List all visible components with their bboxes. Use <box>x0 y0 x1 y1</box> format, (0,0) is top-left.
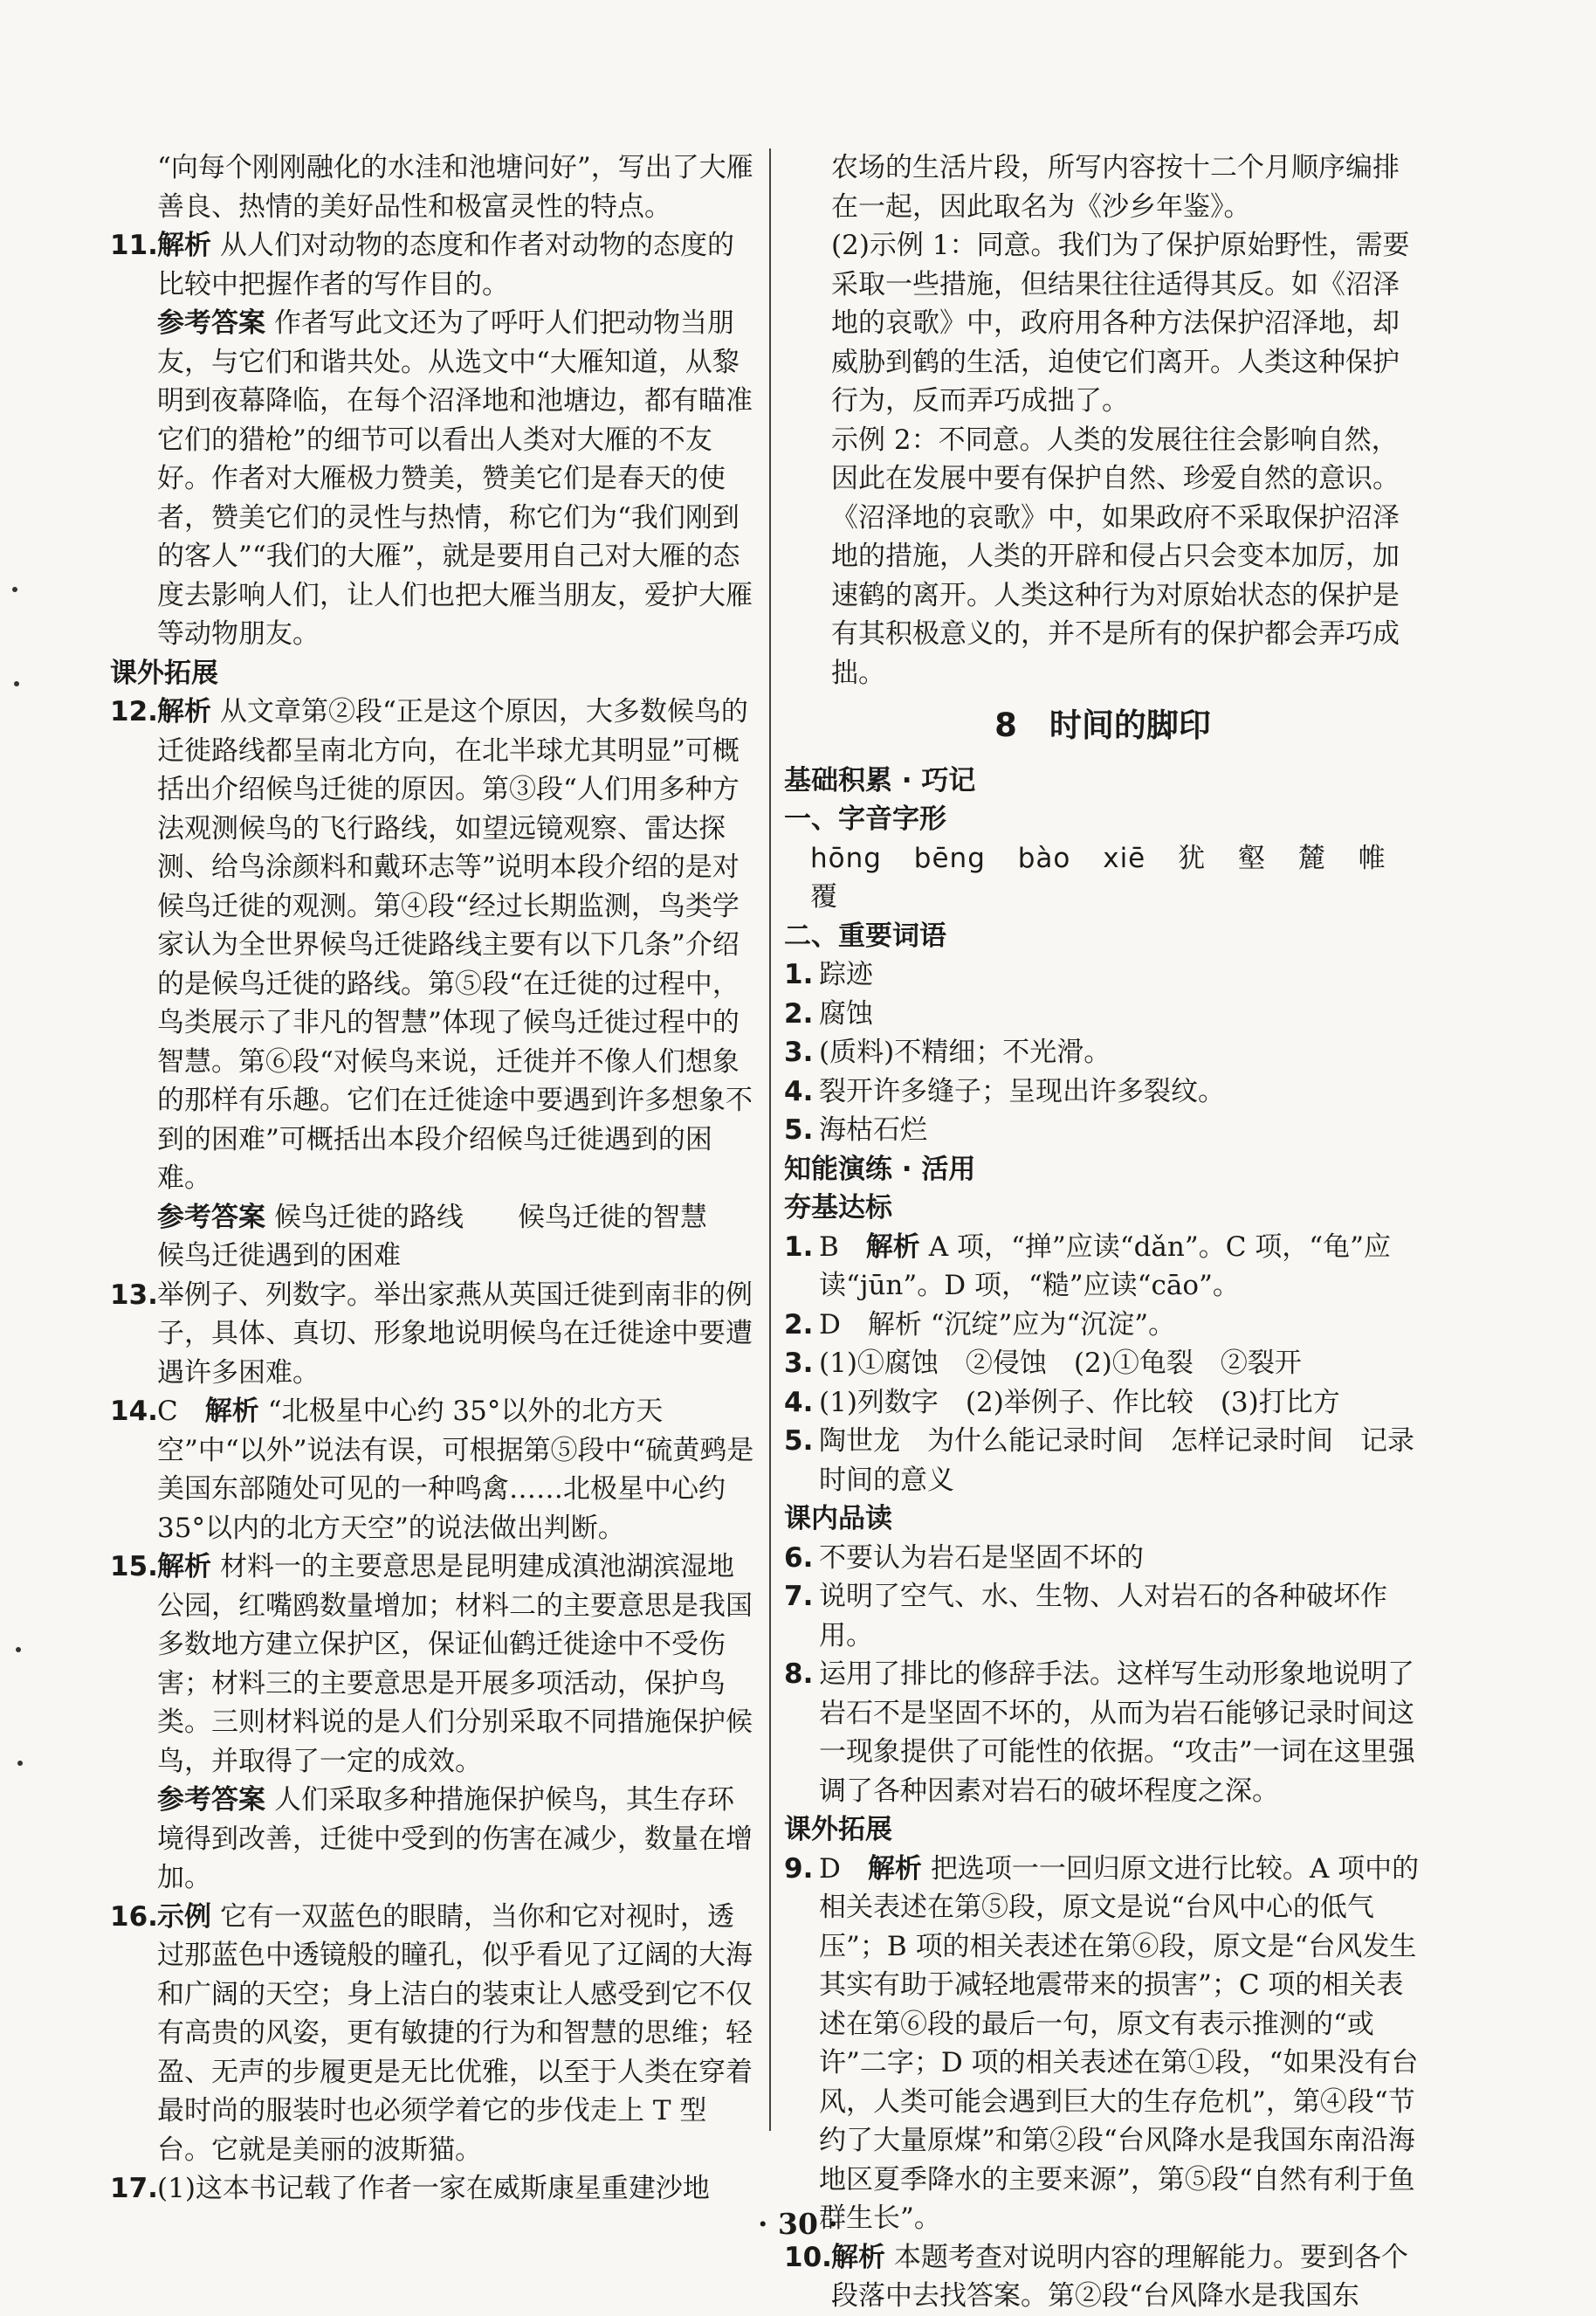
section-jichu-jilei: 基础积累 · 巧记 <box>784 764 976 796</box>
question-17: 17. (1)这本书记载了作者一家在威斯康星重建沙地 <box>110 2173 710 2204</box>
q12-answer: 参考答案 候鸟迁徙的路线 候鸟迁徙的智慧 候鸟迁徙遇到的困难 <box>157 1201 707 1272</box>
margin-mark <box>14 681 19 686</box>
question-13: 13. 举例子、列数字。举出家燕从英国迁徙到南非的例子，具体、真切、形象地说明候鸟在迁徙途中要遭遇许多困难。 <box>110 1279 753 1389</box>
word-item: 1. 踪迹 <box>784 959 873 990</box>
question-14: 14. C 解析 “北极星中心约 35°以外的北方天空”中“以外”说法有误，可根据第⑤段中“硫黄鹀是美国东部随处可见的一种鸣禽……北极星中心约 35°以内的北方天空”的说法做出判断。 <box>110 1396 754 1544</box>
question-16: 16. 示例 它有一双蓝色的眼睛，当你和它对视时，透过那蓝色中透镜般的瞳孔，似乎看见了辽阔的大海和广阔的天空；身上洁白的装束让人感受到它不仅有高贵的风姿，更有敏捷的行为和智慧的思维；轻盈、无声的步履更是无比优雅，以至于人类在穿着最时尚的服装时也必须学着它的步伐走上 T 型台。它就是美丽的波斯猫。 <box>110 1900 753 2166</box>
q15-answer: 参考答案 人们采取多种措施保护候鸟，其生存环境得到改善，迁徙中受到的伤害在减少，数量在增加。 <box>157 1784 753 1893</box>
subsection-hangji-dabiao: 夯基达标 <box>784 1192 892 1223</box>
subsection-zhongyao-ciyu: 二、重要词语 <box>784 920 946 952</box>
q11-answer: 参考答案 作者写此文还为了呼吁人们把动物当朋友，与它们和谐共处。从选文中“大雁知道，从黎明到夜幕降临，在每个沼泽地和池塘边，都有瞄准它们的猎枪”的细节可以看出人类对大雁的不友好。作者对大雁极力赞美，赞美它们是春天的使者，赞美它们的灵性与热情，称它们为“我们刚到的客人”“我们的大雁”，就是要用自己对大雁的态度去影响人们，让人们也把大雁当朋友，爱护大雁等动物朋友。 <box>157 307 753 650</box>
answer-4: 4. (1)列数字 (2)举例子、作比较 (3)打比方 <box>784 1386 1340 1418</box>
word-item: 5. 海枯石烂 <box>784 1114 927 1146</box>
q17-part3: 示例 2：不同意。人类的发展往往会影响自然，因此在发展中要有保护自然、珍爱自然的意识。《沼泽地的哀歌》中，如果政府不采取保护沼泽地的措施，人类的开辟和侵占只会变本加厉，加速鹤的离开。人类这种行为对原始状态的保护是有其积极意义的，并不是所有的保护都会弄巧成拙。 <box>831 424 1400 689</box>
answer-2: 2. D 解析 “沉绽”应为“沉淀”。 <box>784 1308 1176 1341</box>
answer-9: 9. D 解析 把选项一一回归原文进行比较。A 项中的相关表述在第⑤段，原文是说“台风中心的低气压”；B 项的相关表述在第⑥段，原文是“台风发生其实有助于减轻地震带来的损害”；C 项的相关表述在第⑥段的最后一句，原文有表示推测的“或许”二字；D 项的相关表述在第①段，“如果没有台风，人类可能会遇到巨大的生存危机”，第④段“节约了大量原煤”和第②段“台风降水是我国东南沿海地区夏季降水的主要来源”，第⑤段“自然有利于鱼群生长”。 <box>784 1852 1420 2234</box>
word-item: 4. 裂开许多缝子；呈现出许多裂纹。 <box>784 1075 1225 1107</box>
pinyin-answers: hōng bēng bào xiē 犹 壑 麓 帷 覆 <box>810 842 1386 913</box>
question-15: 15. 解析 材料一的主要意思是昆明建成滇池湖滨湿地公园，红嘴鸥数量增加；材料二的主要意思是我国多数地方建立保护区，保证仙鹤迁徙途中不受伤害；材料三的主要意思是开展多项活动，保护鸟类。三则材料说的是人们分别采取不同措施保护候鸟，并取得了一定的成效。 <box>110 1551 753 1777</box>
answer-5: 5. 陶世龙 为什么能记录时间 怎样记录时间 记录时间的意义 <box>784 1425 1414 1496</box>
section-zhineng-yanlian: 知能演练 · 活用 <box>784 1153 976 1185</box>
answer-7: 7. 说明了空气、水、生物、人对岩石的各种破坏作用。 <box>784 1581 1387 1651</box>
column-divider <box>769 148 771 2131</box>
question-11: 11. 解析 从人们对动物的态度和作者对动物的态度的比较中把握作者的写作目的。 <box>110 230 734 300</box>
page-number: · 30 · <box>758 2207 838 2241</box>
margin-mark <box>17 1761 23 1766</box>
q10-continuation: “向每个刚刚融化的水洼和池塘问好”，写出了大雁善良、热情的美好品性和极富灵性的特点。 <box>157 152 753 223</box>
margin-mark <box>12 587 17 592</box>
answer-3: 3. (1)①腐蚀 ②侵蚀 (2)①龟裂 ②裂开 <box>784 1348 1302 1379</box>
chapter-title: 8 时间的脚印 <box>994 707 1211 744</box>
question-12: 12. 解析 从文章第②段“正是这个原因，大多数候鸟的迁徙路线都呈南北方向，在北半球尤其明显”可概括出介绍候鸟迁徙的原因。第③段“人们用多种方法观测候鸟的飞行路线，如望远镜观察、雷达探测、给鸟涂颜料和戴环志等”说明本段介绍的是对候鸟迁徙的观测。第④段“经过长期监测，鸟类学家认为全世界候鸟迁徙路线主要有以下几条”介绍的是候鸟迁徙的路线。第⑤段“在迁徙的过程中，鸟类展示了非凡的智慧”体现了候鸟迁徙过程中的智慧。第⑥段“对候鸟来说，迁徙并不像人们想象的那样有乐趣。它们在迁徙途中要遇到许多想象不到的困难”可概括出本段介绍候鸟迁徙遇到的困难。 <box>110 696 753 1194</box>
section-kewai-tuozhan-2: 课外拓展 <box>784 1814 892 1845</box>
subsection-ziyin-zixing: 一、字音字形 <box>784 803 946 835</box>
q17-continuation: 农场的生活片段，所写内容按十二个月顺序编排在一起，因此取名为《沙乡年鉴》。 <box>831 152 1400 223</box>
q17-part2: (2)示例 1：同意。我们为了保护原始野性，需要采取一些措施，但结果往往适得其反。如《沼泽地的哀歌》中，政府用各种方法保护沼泽地，却威胁到鹤的生活，迫使它们离开。人类这种保护行为，反而弄巧成拙了。 <box>831 230 1410 417</box>
section-kenei-pindu: 课内品读 <box>784 1503 892 1534</box>
section-kewai-tuozhan: 课外拓展 <box>110 657 218 689</box>
word-item: 2. 腐蚀 <box>784 997 873 1030</box>
left-column <box>110 148 756 2209</box>
answer-6: 6. 不要认为岩石是坚固不坏的 <box>784 1541 1144 1574</box>
answer-10: 10. 解析 本题考查对说明内容的理解能力。要到各个段落中去找答案。第②段“台风降水是我国东 <box>784 2241 1408 2312</box>
word-item: 3. (质料)不精细；不光滑。 <box>784 1037 1111 1068</box>
margin-mark <box>16 1647 21 1652</box>
answer-1: 1. B 解析 A 项，“掸”应读“dǎn”。C 项，“龟”应读“jūn”。D 项，“糙”应读“cāo”。 <box>784 1230 1391 1301</box>
answer-8: 8. 运用了排比的修辞手法。这样写生动形象地说明了岩石不是坚固不坏的，从而为岩石能够记录时间这一现象提供了可能性的依据。“攻击”一词在这里强调了各种因素对岩石的破坏程度之深。 <box>784 1658 1415 1807</box>
right-column <box>784 148 1421 2316</box>
